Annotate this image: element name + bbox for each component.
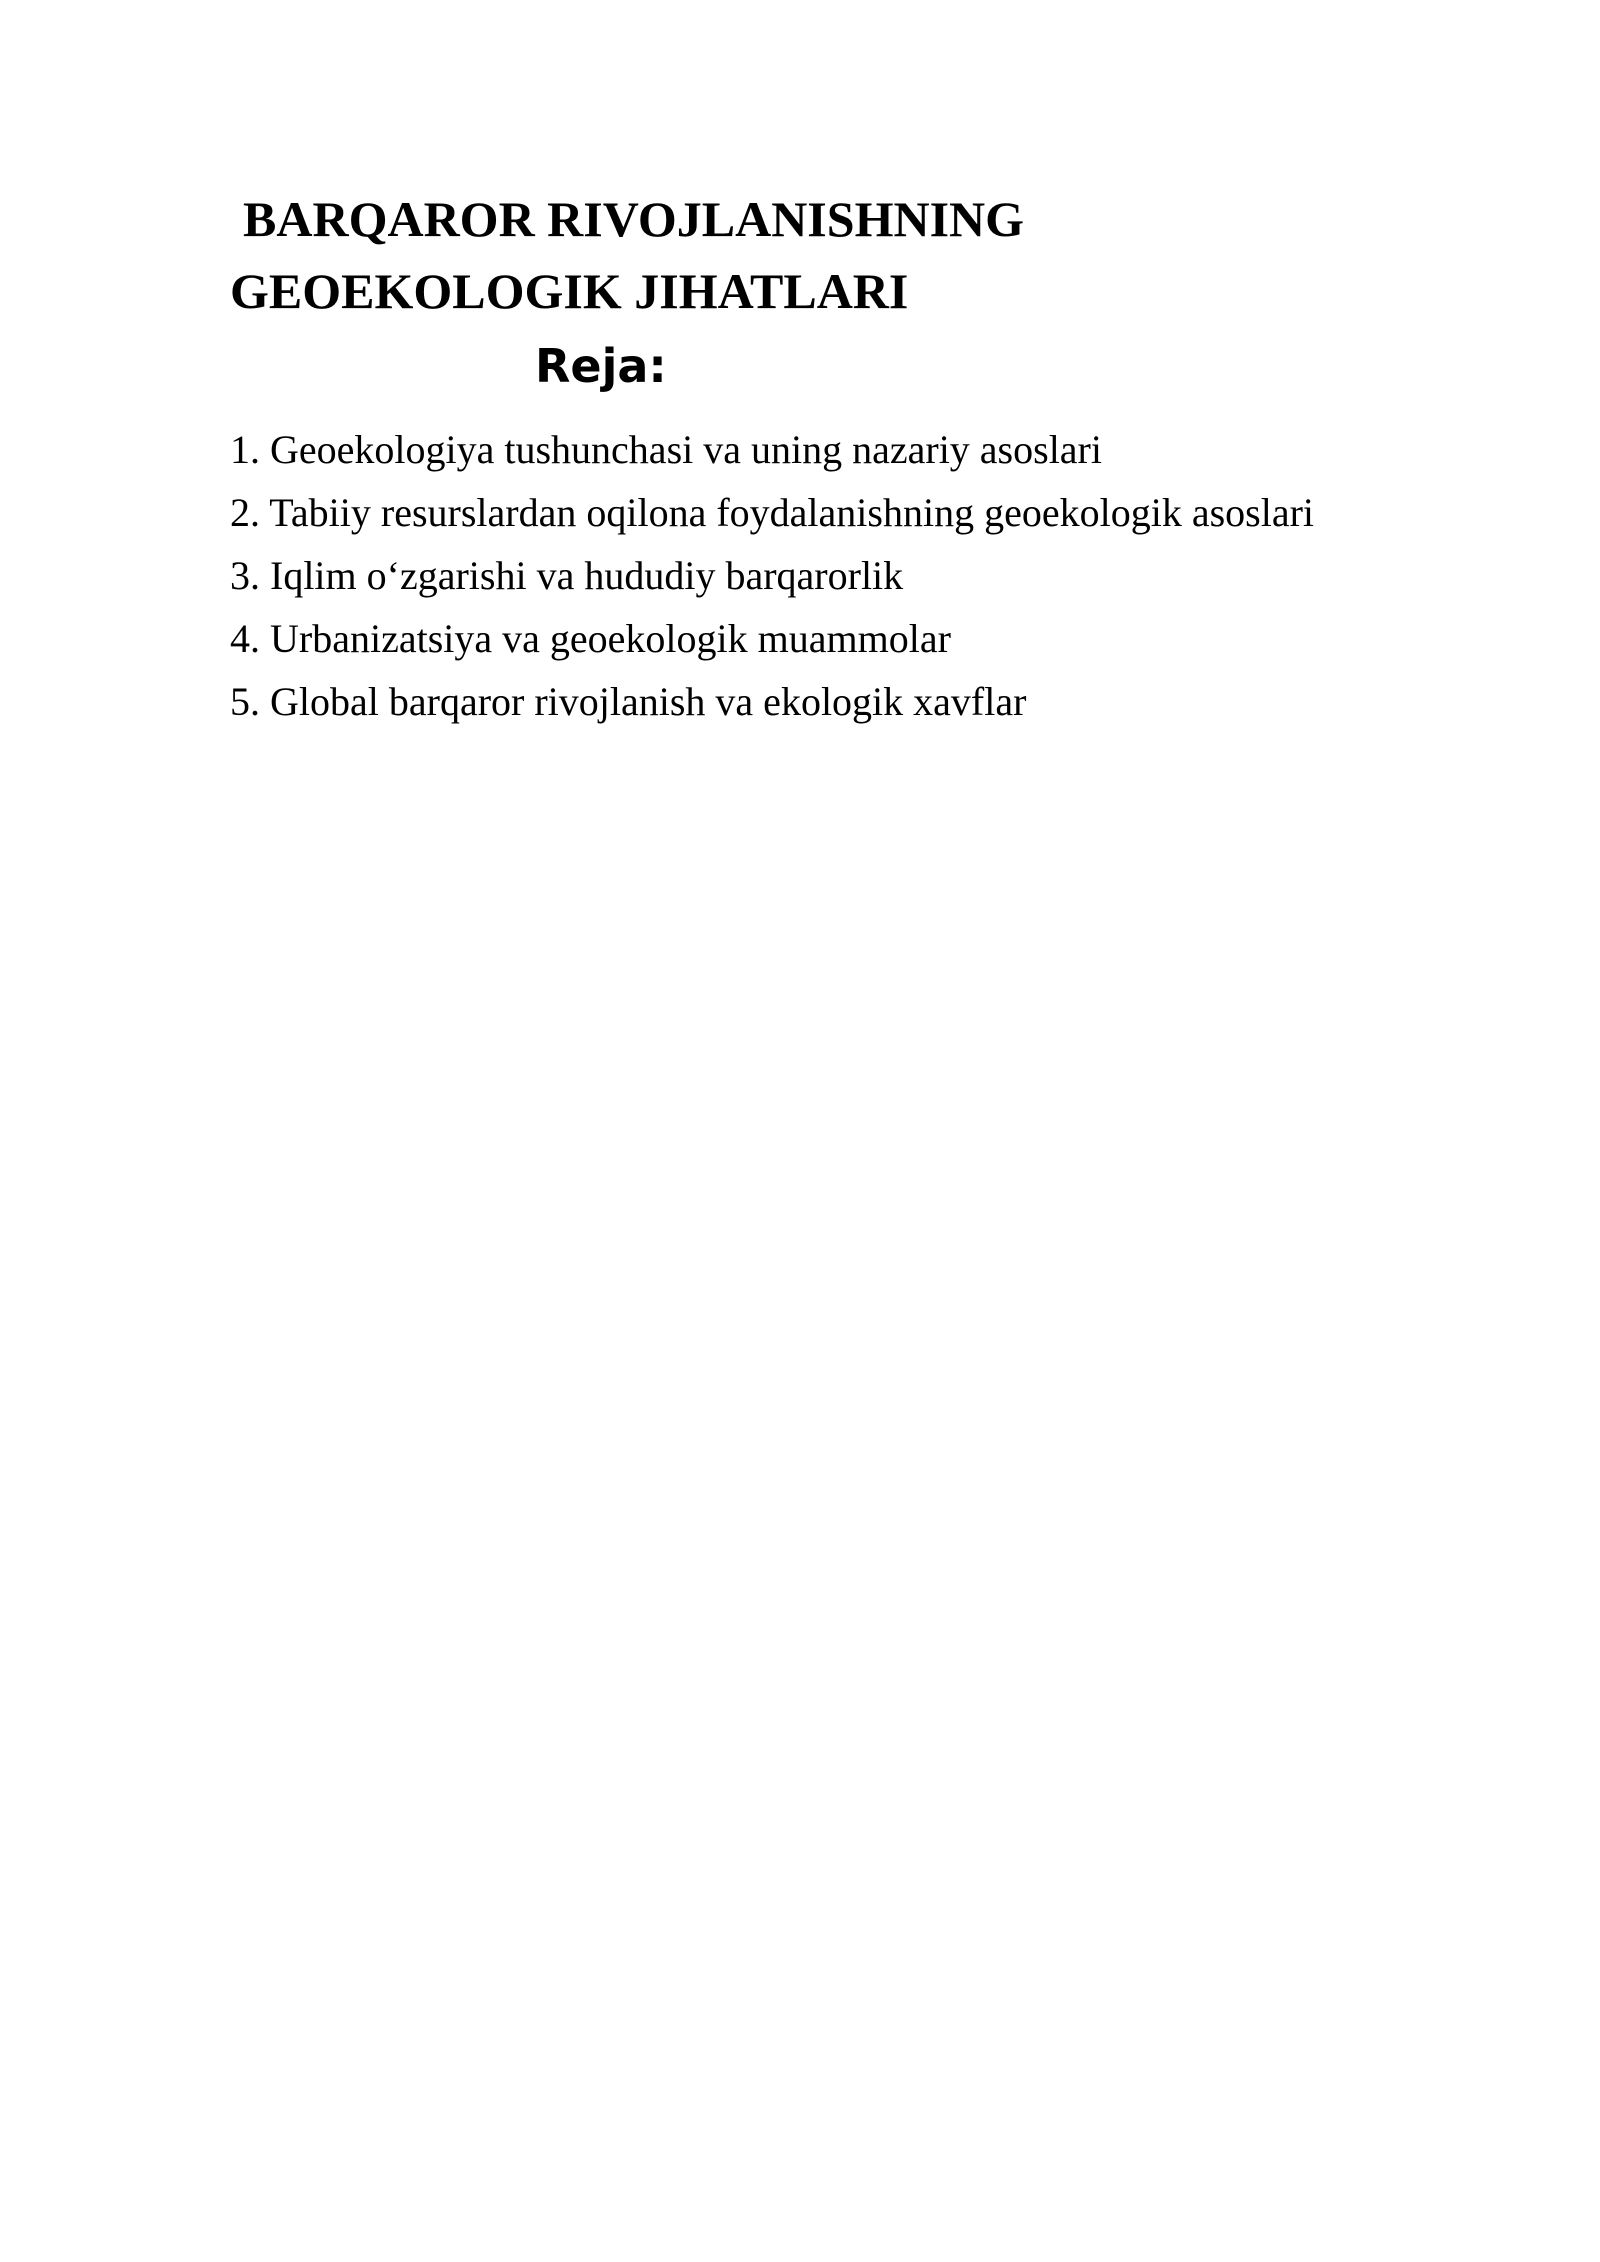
plan-item-5: 5. Global barqaror rivojlanish va ekologik xavflar: [230, 679, 1027, 724]
plan-item-2: 2. Tabiiy resurslardan oqilona foydalanishning geoekologik asoslari: [230, 490, 1315, 535]
plan-item-4: 4. Urbanizatsiya va geoekologik muammolar: [230, 616, 951, 661]
title-line-2: GEOEKOLOGIK JIHATLARI: [230, 263, 909, 319]
document-title: [230, 183, 1430, 327]
plan-item-3: 3. Iqlim o‘zgarishi va hududiy barqarorlik: [230, 553, 904, 598]
title-line-1: BARQAROR RIVOJLANISHNING: [243, 191, 1025, 247]
plan-heading: Reja:: [535, 339, 667, 393]
plan-list: [230, 418, 1530, 733]
plan-item-1: 1. Geoekologiya tushunchasi va uning nazariy asoslari: [230, 427, 1102, 472]
